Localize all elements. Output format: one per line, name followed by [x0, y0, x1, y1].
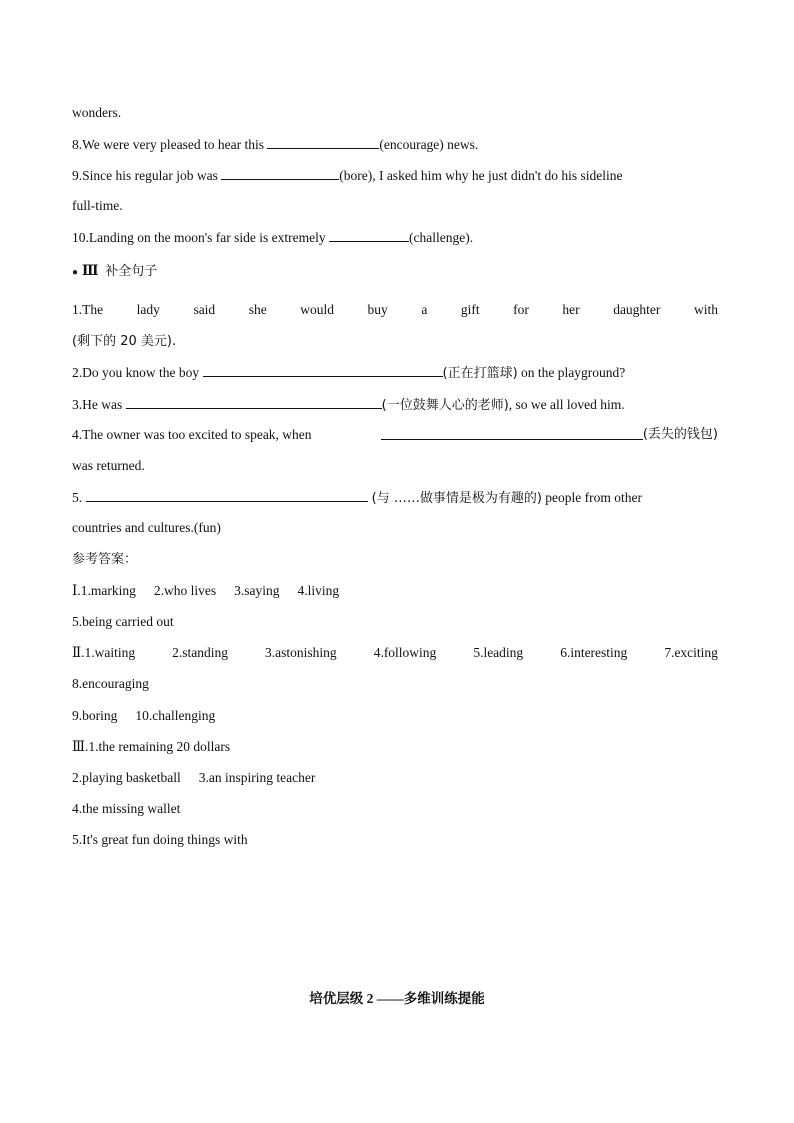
q2-text-post: on the playground?	[517, 365, 626, 380]
q5-blank[interactable]	[86, 488, 368, 502]
q10-text-post: (challenge).	[409, 230, 474, 245]
text-wonders: wonders.	[72, 105, 122, 120]
q1-word: said	[193, 302, 216, 317]
q1-word: 1.The	[72, 302, 104, 317]
q4-cn-hint: (丢失的钱包)	[642, 427, 718, 442]
answer-item: 5.leading	[473, 645, 524, 660]
q5-text-post: people from other	[541, 490, 643, 505]
part3-roman: Ⅲ	[82, 263, 99, 278]
q10-blank[interactable]	[329, 228, 409, 242]
answer-item: 3.astonishing	[265, 645, 337, 660]
p3-question-3	[72, 395, 718, 415]
q9-blank[interactable]	[221, 166, 339, 180]
answer-item: 2.who lives	[153, 583, 217, 598]
question-9	[72, 166, 718, 185]
q10-text-pre: Landing on the moon's far side is extremely	[88, 230, 330, 245]
answers-heading-text: 参考答案：	[72, 552, 138, 567]
answer-item: 2.standing	[172, 645, 229, 660]
answer-item: Ⅱ.1.waiting	[72, 645, 136, 660]
answer-item: 3.saying	[234, 583, 280, 598]
section-title: 培优层级 2 ——多维训练提能	[309, 991, 485, 1006]
answers-heading	[72, 550, 718, 569]
answer-item: 10.challenging	[135, 708, 216, 723]
q9-number: 9.	[72, 168, 83, 183]
q1-word: buy	[367, 302, 388, 317]
answer-item: 4.following	[373, 645, 437, 660]
answers-part2-line3	[72, 707, 718, 725]
answer-item: 2.playing basketball	[72, 770, 181, 785]
q4-blank[interactable]	[381, 426, 643, 440]
q3-cn-hint: (一位鼓舞人心的老师)	[381, 398, 509, 413]
p3-question-4	[72, 426, 718, 444]
q8-text-pre: We were very pleased to hear this	[82, 137, 268, 152]
q8-number: 8.	[72, 137, 83, 152]
answers-part2-line2: 8.encouraging	[72, 676, 149, 691]
answer-item: 6.interesting	[560, 645, 628, 660]
answer-item: 4.living	[297, 583, 340, 598]
q1-word: her	[562, 302, 580, 317]
q1-word: lady	[136, 302, 160, 317]
q3-blank[interactable]	[126, 395, 382, 409]
q5-cn-hint: (与 ……做事情是极为有趣的)	[367, 491, 542, 506]
part3-heading-text: 补全句子	[105, 264, 158, 279]
q9-text-post: (bore), I asked him why he just didn't do his sideline	[339, 168, 623, 183]
answer-item: Ⅰ.1.marking	[72, 583, 136, 598]
q10-number: 10.	[72, 230, 89, 245]
q1-word: would	[300, 302, 334, 317]
q1-word: with	[693, 302, 718, 317]
q5-text-pre: 5.	[72, 490, 86, 505]
answers-part1-line2: 5.being carried out	[72, 614, 174, 629]
answers-part3-line3: 4.the missing wallet	[72, 801, 181, 816]
q9-text-pre: Since his regular job was	[82, 168, 222, 183]
q2-cn-hint: (正在打篮球)	[442, 366, 518, 381]
q8-text-post: (encourage) news.	[379, 137, 479, 152]
answers-part2-line1	[72, 644, 718, 662]
q2-text-pre: 2.Do you know the boy	[72, 365, 203, 380]
q1-word: she	[248, 302, 267, 317]
q3-text-pre: 3.He was	[72, 397, 126, 412]
answers-part3-line1: Ⅲ.1.the remaining 20 dollars	[72, 739, 231, 754]
p3-q1-line2	[72, 332, 718, 351]
q3-text-post: , so we all loved him.	[508, 397, 625, 412]
part3-heading	[72, 262, 718, 282]
q1-word: a	[421, 302, 428, 317]
q1-word: gift	[460, 302, 480, 317]
q2-blank[interactable]	[203, 363, 443, 377]
p3-question-5	[72, 488, 718, 508]
q1-cn-hint: (剩下的 20 美元).	[72, 334, 177, 349]
q8-blank[interactable]	[267, 135, 379, 149]
answer-item: 7.exciting	[664, 645, 718, 660]
p3-q4-line2: was returned.	[72, 458, 145, 473]
answer-item: 3.an inspiring teacher	[198, 770, 316, 785]
q1-word: daughter	[613, 302, 661, 317]
q1-word: for	[513, 302, 529, 317]
answer-item: 9.boring	[72, 708, 118, 723]
answers-part3-line2	[72, 769, 718, 787]
bullet-icon: ●	[72, 267, 79, 278]
q4-text-pre: 4.The owner was too excited to speak, when	[72, 427, 312, 442]
question-10	[72, 228, 718, 247]
p3-q5-line2: countries and cultures.(fun)	[72, 520, 221, 535]
q9-line2: full-time.	[72, 198, 123, 213]
question-8	[72, 135, 718, 154]
answers-part3-line4: 5.It's great fun doing things with	[72, 832, 248, 847]
p3-question-2	[72, 363, 718, 383]
p3-question-1	[72, 301, 718, 319]
answers-part1-line1	[72, 582, 718, 600]
